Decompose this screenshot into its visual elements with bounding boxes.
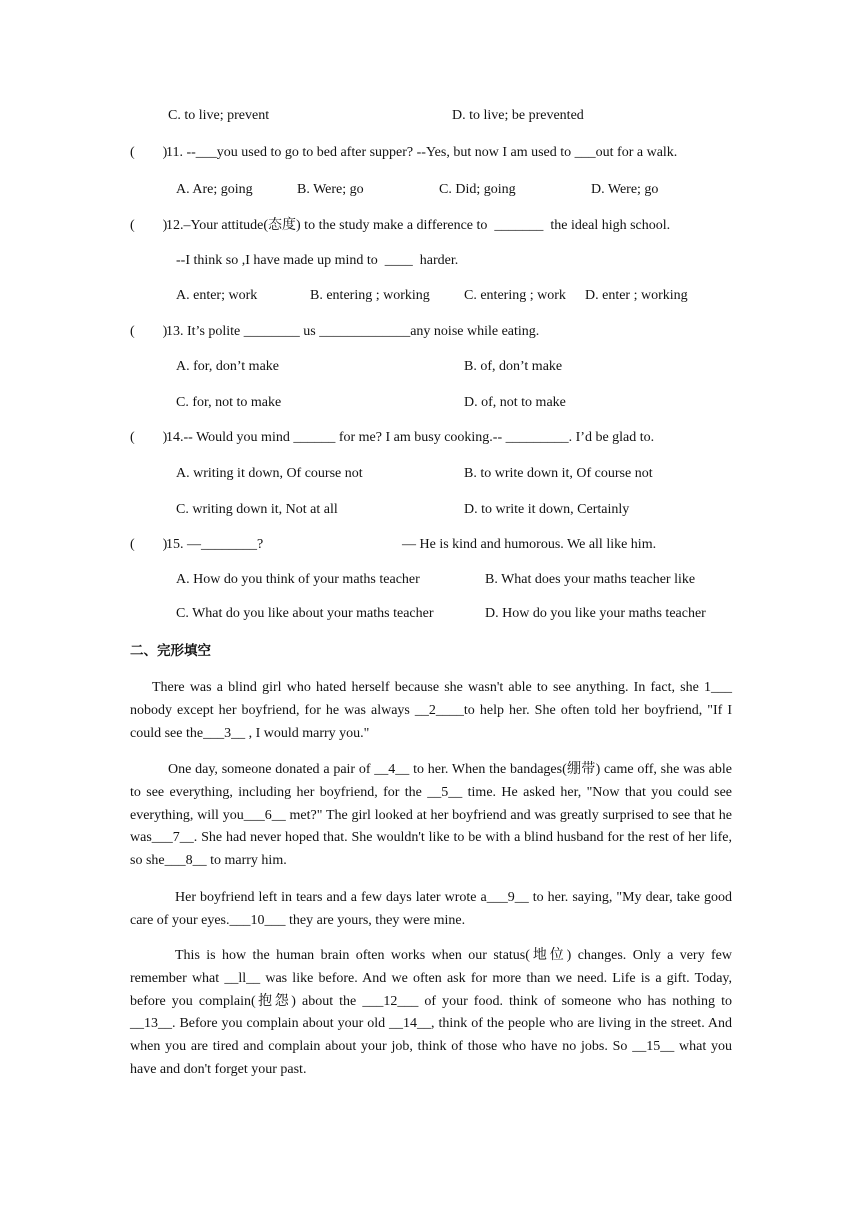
cloze-paragraph-3: Her boyfriend left in tears and a few days later wrote a___9__ to her. saying, "My dear, take good care of your eyes.___10___ they are yours, they were mine.	[130, 890, 732, 928]
section-heading-cloze: 二、完形填空	[130, 643, 211, 659]
q14-option-a: A. writing it down, Of course not	[176, 466, 363, 481]
q14-option-c: C. writing down it, Not at all	[176, 502, 338, 517]
q15-option-b: B. What does your maths teacher like	[485, 572, 696, 587]
q12-option-c: C. entering ; work	[464, 288, 566, 303]
q15-option-d: D. How do you like your maths teacher	[485, 606, 706, 621]
q12-bracket: ( )	[130, 218, 168, 233]
cloze-paragraph-1: There was a blind girl who hated herself because she wasn't able to see anything. In fact, she 1___ nobody except her boyfriend, for he was always __2____to help her. She often told her boyfriend, "If I could see the___3__ , I would marry you."	[130, 680, 732, 741]
q10-option-c: C. to live; prevent	[168, 108, 270, 123]
q14-option-b: B. to write down it, Of course not	[464, 466, 653, 481]
cloze-paragraph-2: One day, someone donated a pair of __4__ to her. When the bandages(绷带) came off, she was able to see everything, including her boyfriend, for the __5__ time. He asked her, "Now that you could see everything, will you___6__ met?" The girl looked at her boyfriend and was greatly surprised to see that he was___7__. She had never hoped that. She wouldn't like to be with a blind husband for the rest of her life, so she___8__ to marry him.	[130, 762, 732, 869]
q12-stem: 12.–Your attitude(态度) to the study make a difference to _______ the ideal high school.	[166, 218, 671, 233]
q11-option-d: D. Were; go	[591, 182, 659, 197]
q13-option-d: D. of, not to make	[464, 395, 566, 410]
q12-option-d: D. enter ; working	[585, 288, 688, 303]
q15-option-a: A. How do you think of your maths teacher	[176, 572, 420, 587]
q11-stem: 11. --___you used to go to bed after supper? --Yes, but now I am used to ___out for a walk.	[166, 145, 678, 160]
q13-bracket: ( )	[130, 324, 168, 339]
q13-option-c: C. for, not to make	[176, 395, 282, 410]
q10-option-d: D. to live; be prevented	[452, 108, 584, 123]
q15-answer: — He is kind and humorous. We all like him.	[402, 537, 657, 552]
q14-stem: 14.-- Would you mind ______ for me? I am busy cooking.-- _________. I’d be glad to.	[166, 430, 655, 445]
q13-option-b: B. of, don’t make	[464, 359, 563, 374]
q15-bracket: ( )	[130, 537, 168, 552]
q13-option-a: A. for, don’t make	[176, 359, 279, 374]
q14-option-d: D. to write it down, Certainly	[464, 502, 630, 517]
q14-bracket: ( )	[130, 430, 168, 445]
q11-option-b: B. Were; go	[297, 182, 364, 197]
q15-stem: 15. —________?	[166, 537, 264, 552]
q12-option-b: B. entering ; working	[310, 288, 430, 303]
cloze-paragraph-4: This is how the human brain often works when our status(地位) changes. Only a very few remember what __ll__ was like before. And we often ask for more than we need. Life is a gift. Today, before you complain(抱怨) about the ___12___ of your food. think of someone who has nothing to __13__. Before you complain about your old __14__, think of the people who are living in the street. And when you are tired and complain about your job, think of those who have no jobs. So __15__ what you have and don't forget your past.	[130, 948, 732, 1077]
q13-stem: 13. It’s polite ________ us _____________any noise while eating.	[166, 324, 540, 339]
q11-option-c: C. Did; going	[439, 182, 516, 197]
q11-option-a: A. Are; going	[176, 182, 253, 197]
q12-option-a: A. enter; work	[176, 288, 258, 303]
q15-option-c: C. What do you like about your maths teacher	[176, 606, 434, 621]
q12-stem-reply: --I think so ,I have made up mind to ____ harder.	[176, 253, 459, 268]
q11-bracket: ( )	[130, 145, 168, 160]
